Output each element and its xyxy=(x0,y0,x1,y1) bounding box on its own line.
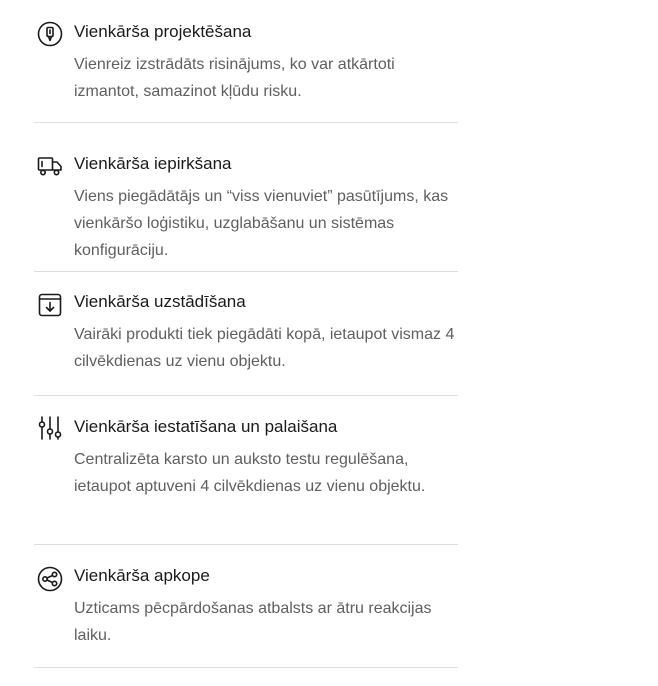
item-title: Vienkārša iepirkšana xyxy=(74,154,232,173)
download-box-icon xyxy=(36,291,64,319)
item-title: Vienkārša projektēšana xyxy=(74,22,252,41)
truck-icon xyxy=(36,152,64,180)
share-circle-icon xyxy=(36,565,64,593)
item-title: Vienkārša iestatīšana un palaišana xyxy=(74,417,338,436)
item-title: Vienkārša apkope xyxy=(74,566,210,585)
list-item-simple-design xyxy=(34,14,458,123)
item-description: Vienreiz izstrādāts risinājums, ko var atkārtoti izmantot, samazinot kļūdu risku. xyxy=(74,56,395,100)
list-item-simple-setup xyxy=(34,396,458,545)
design-icon xyxy=(36,20,64,48)
list-item-simple-procurement xyxy=(34,123,458,272)
list-item-simple-maintenance xyxy=(34,545,458,668)
item-description: Vairāki produkti tiek piegādāti kopā, ietaupot vismaz 4 cilvēkdienas uz vienu objektu. xyxy=(74,326,455,370)
item-description: Uzticams pēcpārdošanas atbalsts ar ātru reakcijas laiku. xyxy=(74,600,432,644)
item-description: Viens piegādātājs un “viss vienuviet” pasūtījums, kas vienkāršo loģistiku, uzglabāšanu un sistēmas konfigurāciju. xyxy=(74,188,449,259)
sliders-icon xyxy=(36,414,64,442)
list-item-simple-installation xyxy=(34,272,458,396)
item-description: Centralizēta karsto un auksto testu regulēšana, ietaupot aptuveni 4 cilvēkdienas uz vienu objektu. xyxy=(74,451,426,495)
benefits-list xyxy=(34,14,458,668)
item-title: Vienkārša uzstādīšana xyxy=(74,292,246,311)
